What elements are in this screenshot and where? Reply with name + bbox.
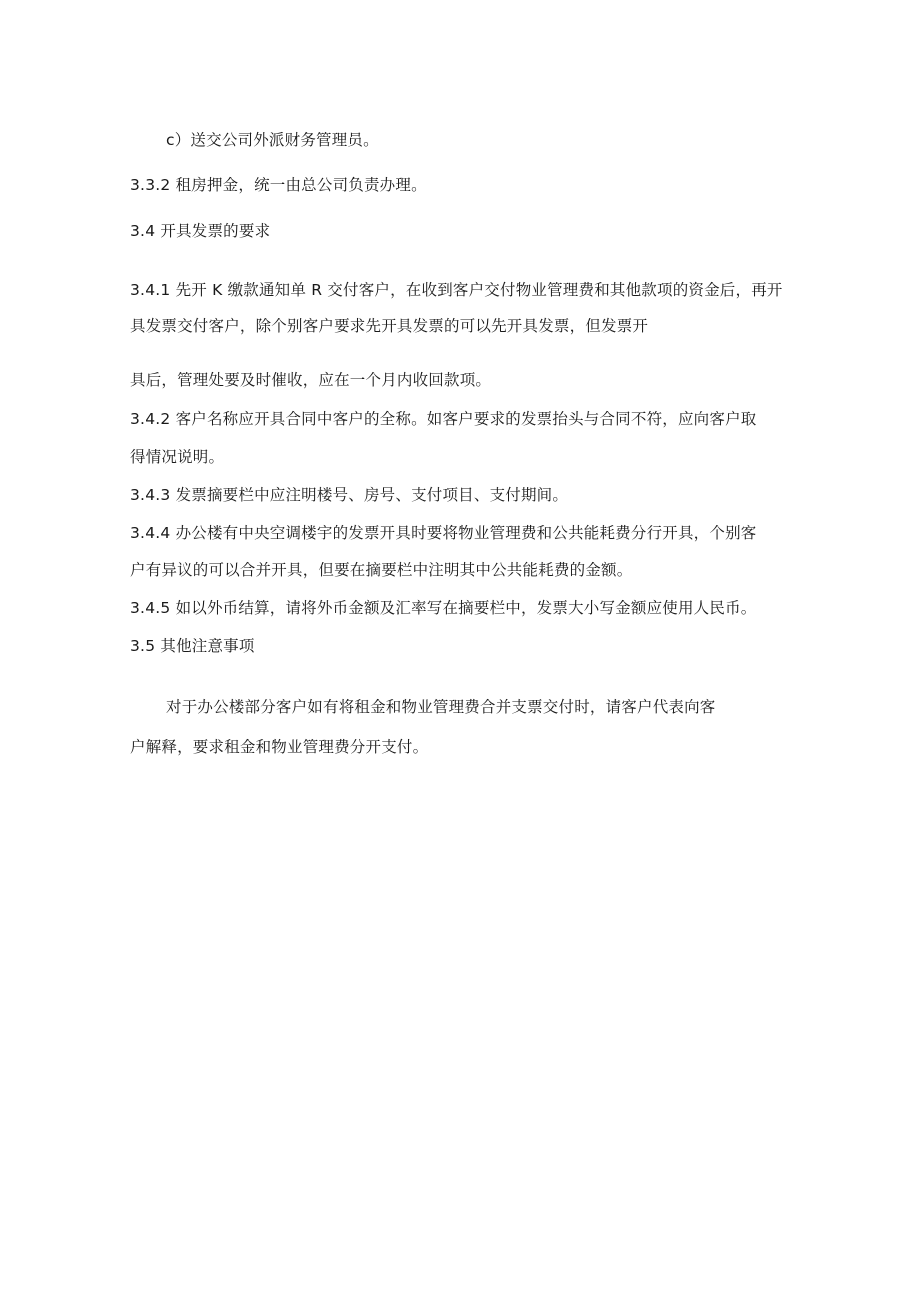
section-3-4-3-line: 3.4.3 发票摘要栏中应注明楼号、房号、支付项目、支付期间。 bbox=[130, 486, 569, 504]
section-3-4-1-line-1: 3.4.1 先开 K 缴款通知单 R 交付客户，在收到客户交付物业管理费和其他款项的资金后，再开 bbox=[130, 281, 783, 299]
section-3-4-5-line: 3.4.5 如以外币结算，请将外币金额及汇率写在摘要栏中，发票大小写金额应使用人民币。 bbox=[130, 599, 757, 617]
section-3-5-paragraph-line-1: 对于办公楼部分客户如有将租金和物业管理费合并支票交付时，请客户代表向客 bbox=[166, 698, 716, 716]
section-3-3-2-line: 3.3.2 租房押金，统一由总公司负责办理。 bbox=[130, 176, 427, 194]
section-3-4-4-line-1: 3.4.4 办公楼有中央空调楼宇的发票开具时要将物业管理费和公共能耗费分行开具，个别客 bbox=[130, 524, 757, 542]
section-3-5-heading: 3.5 其他注意事项 bbox=[130, 637, 255, 655]
item-c-line: c）送交公司外派财务管理员。 bbox=[166, 131, 379, 149]
section-3-4-1-line-2: 具发票交付客户，除个别客户要求先开具发票的可以先开具发票，但发票开 bbox=[130, 317, 649, 335]
section-3-4-2-line-2: 得情况说明。 bbox=[130, 448, 225, 466]
section-3-4-2-line-1: 3.4.2 客户名称应开具合同中客户的全称。如客户要求的发票抬头与合同不符，应向客户取 bbox=[130, 410, 757, 428]
section-3-4-4-line-2: 户有异议的可以合并开具，但要在摘要栏中注明其中公共能耗费的金额。 bbox=[130, 561, 633, 579]
section-3-5-paragraph-line-2: 户解释，要求租金和物业管理费分开支付。 bbox=[130, 738, 429, 756]
section-3-4-heading: 3.4 开具发票的要求 bbox=[130, 222, 271, 240]
section-3-4-1-line-3: 具后，管理处要及时催收，应在一个月内收回款项。 bbox=[130, 371, 492, 389]
